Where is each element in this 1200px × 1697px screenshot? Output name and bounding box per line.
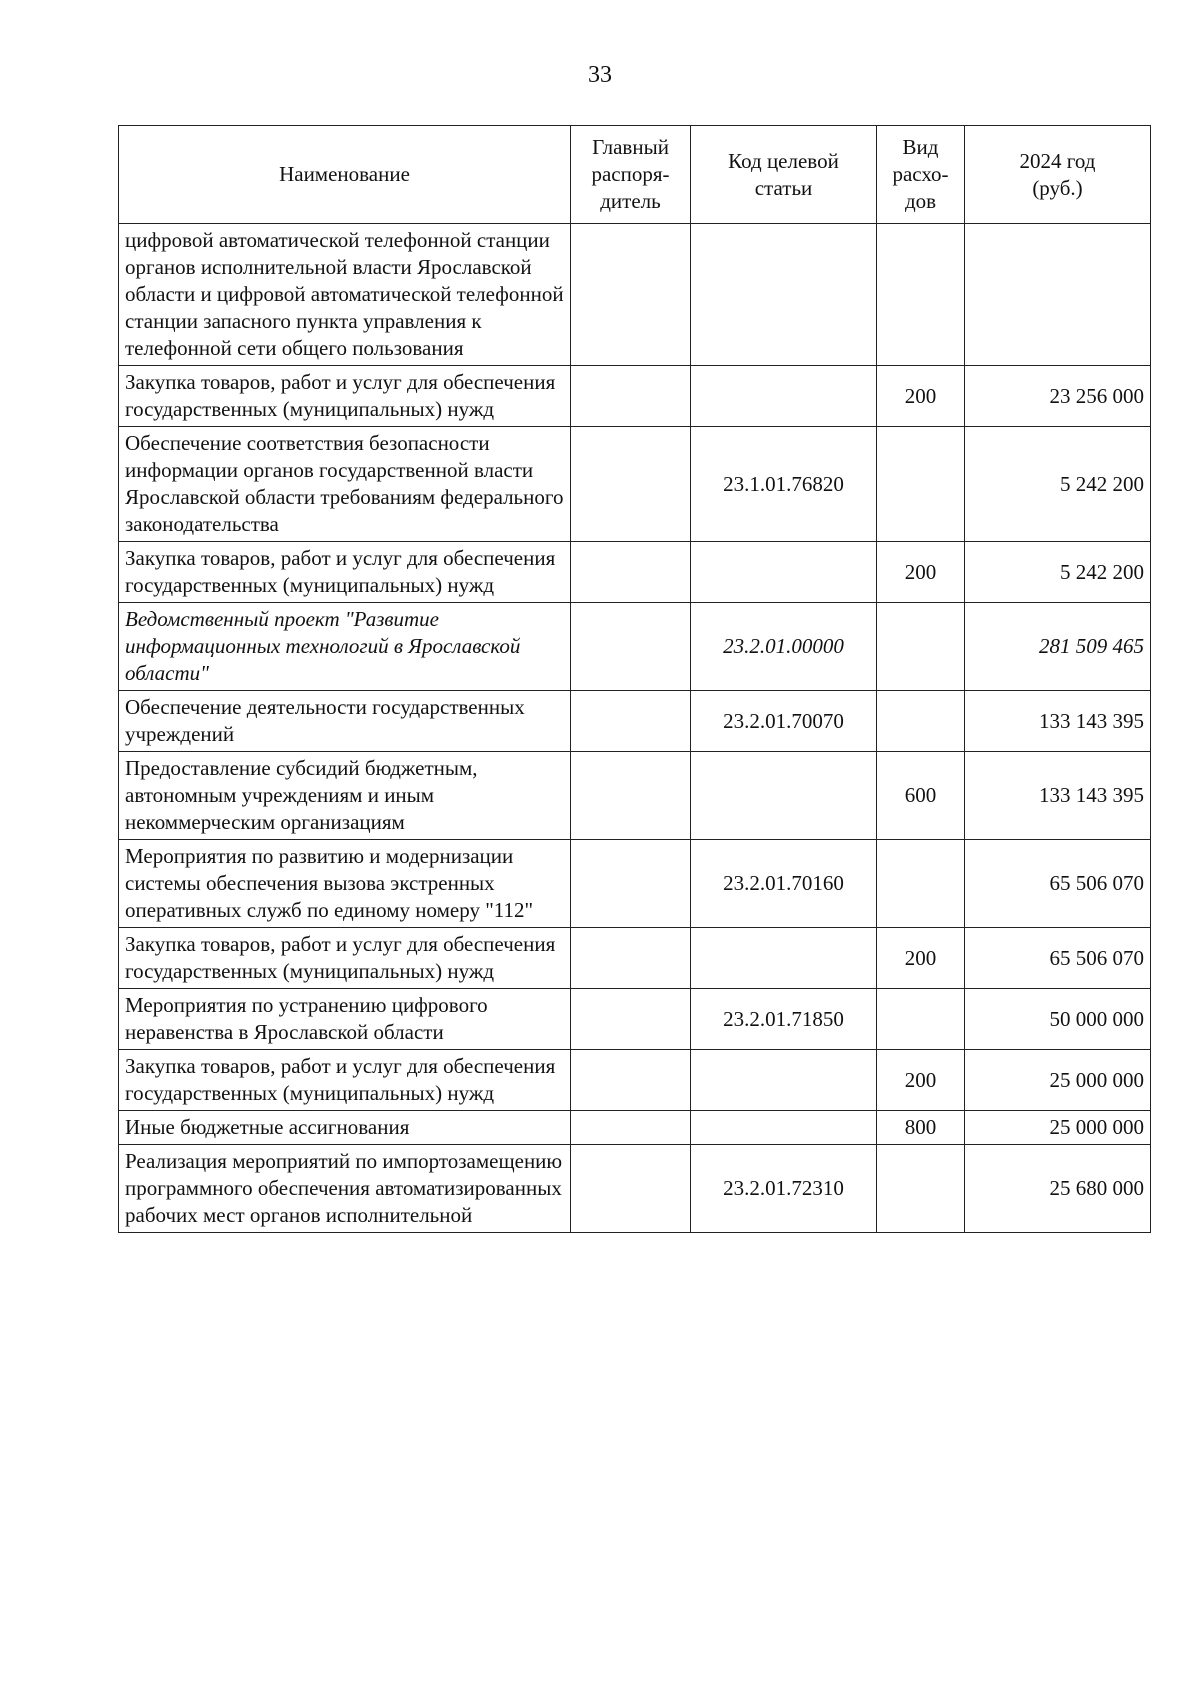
- row-target-code-cell: [691, 752, 877, 840]
- table-row: [119, 542, 1151, 603]
- row-main-manager-cell: [571, 603, 691, 691]
- row-expense-type-cell: [877, 603, 965, 691]
- row-name-cell: Обеспечение деятельности государственных учреждений: [119, 691, 571, 752]
- row-expense-type-cell: [877, 989, 965, 1050]
- table-row: [119, 691, 1151, 752]
- row-main-manager-cell: [571, 840, 691, 928]
- table-row: [119, 224, 1151, 366]
- row-main-manager-cell: [571, 752, 691, 840]
- row-name-cell: цифровой автоматической телефонной станции органов исполнительной власти Ярославской области и цифровой автоматической телефонной станции запасного пункта управления к телефонной сети общего пользования: [119, 224, 571, 366]
- row-main-manager-cell: [571, 989, 691, 1050]
- row-name-cell: Иные бюджетные ассигнования: [119, 1111, 571, 1145]
- table-body: [119, 224, 1151, 1233]
- row-target-code-cell: 23.2.01.71850: [691, 989, 877, 1050]
- row-expense-type-cell: [877, 427, 965, 542]
- table-row: [119, 989, 1151, 1050]
- row-target-code-cell: 23.1.01.76820: [691, 427, 877, 542]
- header-main-manager: Главный распоря-дитель: [571, 126, 691, 224]
- row-name-cell: Мероприятия по развитию и модернизации системы обеспечения вызова экстренных оперативных служб по единому номеру "112": [119, 840, 571, 928]
- row-expense-type-cell: 200: [877, 1050, 965, 1111]
- row-main-manager-cell: [571, 1145, 691, 1233]
- table-row: [119, 928, 1151, 989]
- row-amount-cell: 25 680 000: [965, 1145, 1151, 1233]
- row-amount-cell: 25 000 000: [965, 1111, 1151, 1145]
- row-name-cell: Закупка товаров, работ и услуг для обеспечения государственных (муниципальных) нужд: [119, 928, 571, 989]
- header-expense-type: Вид расхо-дов: [877, 126, 965, 224]
- row-main-manager-cell: [571, 1111, 691, 1145]
- row-amount-cell: 5 242 200: [965, 427, 1151, 542]
- row-main-manager-cell: [571, 542, 691, 603]
- row-expense-type-cell: [877, 1145, 965, 1233]
- row-amount-cell: 50 000 000: [965, 989, 1151, 1050]
- budget-table: [118, 125, 1151, 1233]
- row-main-manager-cell: [571, 1050, 691, 1111]
- row-expense-type-cell: [877, 691, 965, 752]
- table-row: [119, 1111, 1151, 1145]
- row-target-code-cell: [691, 928, 877, 989]
- row-expense-type-cell: [877, 840, 965, 928]
- row-name-cell: Закупка товаров, работ и услуг для обеспечения государственных (муниципальных) нужд: [119, 542, 571, 603]
- row-amount-cell: 5 242 200: [965, 542, 1151, 603]
- row-expense-type-cell: 800: [877, 1111, 965, 1145]
- row-amount-cell: 65 506 070: [965, 840, 1151, 928]
- row-name-cell: Предоставление субсидий бюджетным, автономным учреждениям и иным некоммерческим организациям: [119, 752, 571, 840]
- page-number: 33: [588, 62, 612, 88]
- table-row: [119, 427, 1151, 542]
- row-target-code-cell: [691, 224, 877, 366]
- row-main-manager-cell: [571, 928, 691, 989]
- row-expense-type-cell: 600: [877, 752, 965, 840]
- row-name-cell: Реализация мероприятий по импортозамещению программного обеспечения автоматизированных рабочих мест органов исполнительной: [119, 1145, 571, 1233]
- table-row: [119, 1050, 1151, 1111]
- row-target-code-cell: [691, 366, 877, 427]
- row-amount-cell: 281 509 465: [965, 603, 1151, 691]
- row-target-code-cell: 23.2.01.72310: [691, 1145, 877, 1233]
- row-main-manager-cell: [571, 427, 691, 542]
- row-amount-cell: 25 000 000: [965, 1050, 1151, 1111]
- row-expense-type-cell: [877, 224, 965, 366]
- row-target-code-cell: 23.2.01.70070: [691, 691, 877, 752]
- row-name-cell: Ведомственный проект "Развитие информационных технологий в Ярославской области": [119, 603, 571, 691]
- row-expense-type-cell: 200: [877, 928, 965, 989]
- row-expense-type-cell: 200: [877, 542, 965, 603]
- row-target-code-cell: 23.2.01.00000: [691, 603, 877, 691]
- row-target-code-cell: [691, 1111, 877, 1145]
- row-main-manager-cell: [571, 224, 691, 366]
- row-amount-cell: 65 506 070: [965, 928, 1151, 989]
- row-expense-type-cell: 200: [877, 366, 965, 427]
- table-row: [119, 752, 1151, 840]
- row-main-manager-cell: [571, 366, 691, 427]
- row-amount-cell: 133 143 395: [965, 691, 1151, 752]
- row-name-cell: Закупка товаров, работ и услуг для обеспечения государственных (муниципальных) нужд: [119, 1050, 571, 1111]
- row-name-cell: Закупка товаров, работ и услуг для обеспечения государственных (муниципальных) нужд: [119, 366, 571, 427]
- table-header: [119, 126, 1151, 224]
- table-row: [119, 366, 1151, 427]
- row-main-manager-cell: [571, 691, 691, 752]
- row-target-code-cell: 23.2.01.70160: [691, 840, 877, 928]
- table-row: [119, 1145, 1151, 1233]
- row-name-cell: Обеспечение соответствия безопасности информации органов государственной власти Ярославской области требованиям федерального законодательства: [119, 427, 571, 542]
- row-amount-cell: [965, 224, 1151, 366]
- row-target-code-cell: [691, 1050, 877, 1111]
- row-amount-cell: 133 143 395: [965, 752, 1151, 840]
- table-row: [119, 603, 1151, 691]
- row-name-cell: Мероприятия по устранению цифрового неравенства в Ярославской области: [119, 989, 571, 1050]
- row-amount-cell: 23 256 000: [965, 366, 1151, 427]
- row-target-code-cell: [691, 542, 877, 603]
- table-row: [119, 840, 1151, 928]
- header-target-code: Код целевой статьи: [691, 126, 877, 224]
- header-name: Наименование: [119, 126, 571, 224]
- header-year-amount: 2024 год (руб.): [965, 126, 1151, 224]
